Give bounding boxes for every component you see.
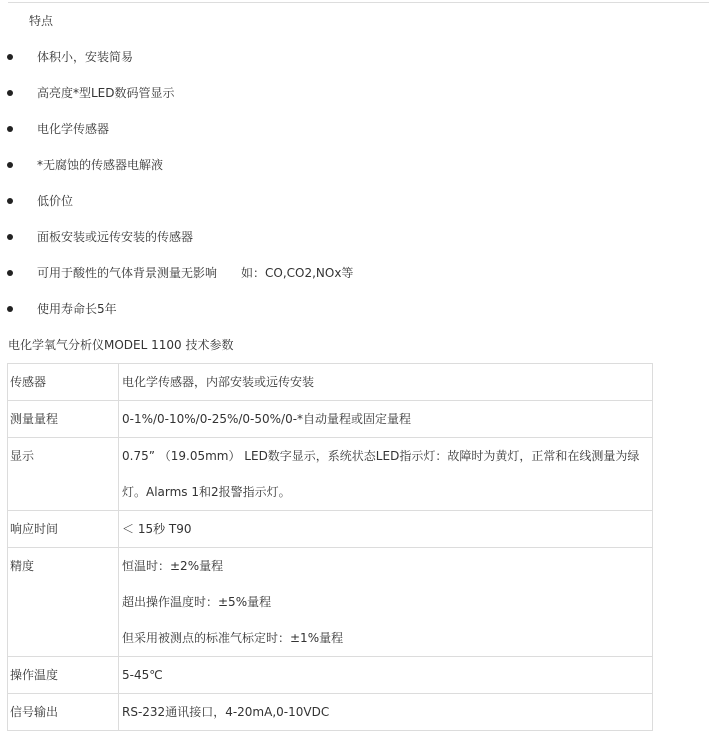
top-divider — [8, 2, 709, 3]
spec-key-cell — [8, 694, 119, 731]
bullet-icon — [7, 162, 13, 168]
spec-key: 响应时间 — [10, 522, 59, 536]
spec-key-cell — [8, 364, 119, 401]
spec-value-cell — [119, 694, 653, 731]
feature-text: 可用于酸性的气体背景测量无影响 如：CO,CO2,NOx等 — [37, 266, 354, 280]
spec-value-line: 灯。Alarms 1和2报警指示灯。 — [122, 485, 291, 499]
bullet-icon — [7, 306, 13, 312]
spec-key-cell — [8, 657, 119, 694]
feature-text: 低价位 — [37, 194, 74, 208]
spec-key: 测量量程 — [10, 412, 59, 426]
table-row — [8, 401, 653, 438]
spec-value-cell — [119, 511, 653, 548]
spec-value-line: RS-232通讯接口，4-20mA,0-10VDC — [122, 705, 330, 719]
spec-value-line: 恒温时：±2%量程 — [122, 559, 224, 573]
bullet-icon — [7, 270, 13, 276]
spec-value-cell — [119, 657, 653, 694]
spec-value-line: 超出操作温度时：±5%量程 — [122, 595, 272, 609]
bullet-icon — [7, 198, 13, 204]
feature-text: *无腐蚀的传感器电解液 — [37, 158, 164, 172]
spec-value-line: 0.75” （19.05mm） LED数字显示，系统状态LED指示灯：故障时为黄灯，正常和在线测量为绿 — [122, 449, 640, 463]
table-row — [8, 657, 653, 694]
spec-value-cell — [119, 438, 653, 511]
spec-key-cell — [8, 401, 119, 438]
spec-value-cell — [119, 548, 653, 657]
spec-value-line: ＜ 15秒 T90 — [122, 522, 192, 536]
spec-value-line: 但采用被测点的标准气标定时：±1%量程 — [122, 631, 344, 645]
spec-key-cell — [8, 511, 119, 548]
spec-key: 操作温度 — [10, 668, 59, 682]
spec-value-line: 5-45℃ — [122, 668, 163, 682]
spec-key: 显示 — [10, 449, 35, 463]
table-row — [8, 511, 653, 548]
table-row — [8, 548, 653, 657]
feature-text: 高亮度*型LED数码管显示 — [37, 86, 175, 100]
spec-value-line: 0-1%/0-10%/0-25%/0-50%/0-*自动量程或固定量程 — [122, 412, 412, 426]
table-row — [8, 438, 653, 511]
spec-value-cell — [119, 401, 653, 438]
feature-text: 使用寿命长5年 — [37, 302, 117, 316]
spec-key: 信号输出 — [10, 705, 59, 719]
feature-text: 电化学传感器 — [37, 122, 110, 136]
features-heading: 特点 — [29, 14, 54, 28]
spec-value-line: 电化学传感器，内部安装或远传安装 — [122, 375, 315, 389]
spec-key-cell — [8, 438, 119, 511]
spec-key: 传感器 — [10, 375, 47, 389]
bullet-icon — [7, 54, 13, 60]
spec-key-cell — [8, 548, 119, 657]
spec-table — [7, 363, 653, 731]
bullet-icon — [7, 90, 13, 96]
table-row — [8, 694, 653, 731]
spec-title: 电化学氧气分析仪MODEL 1100 技术参数 — [8, 338, 234, 352]
spec-value-cell — [119, 364, 653, 401]
table-row — [8, 364, 653, 401]
bullet-icon — [7, 126, 13, 132]
spec-key: 精度 — [10, 559, 35, 573]
bullet-icon — [7, 234, 13, 240]
feature-text: 体积小，安装简易 — [37, 50, 134, 64]
feature-text: 面板安装或远传安装的传感器 — [37, 230, 194, 244]
